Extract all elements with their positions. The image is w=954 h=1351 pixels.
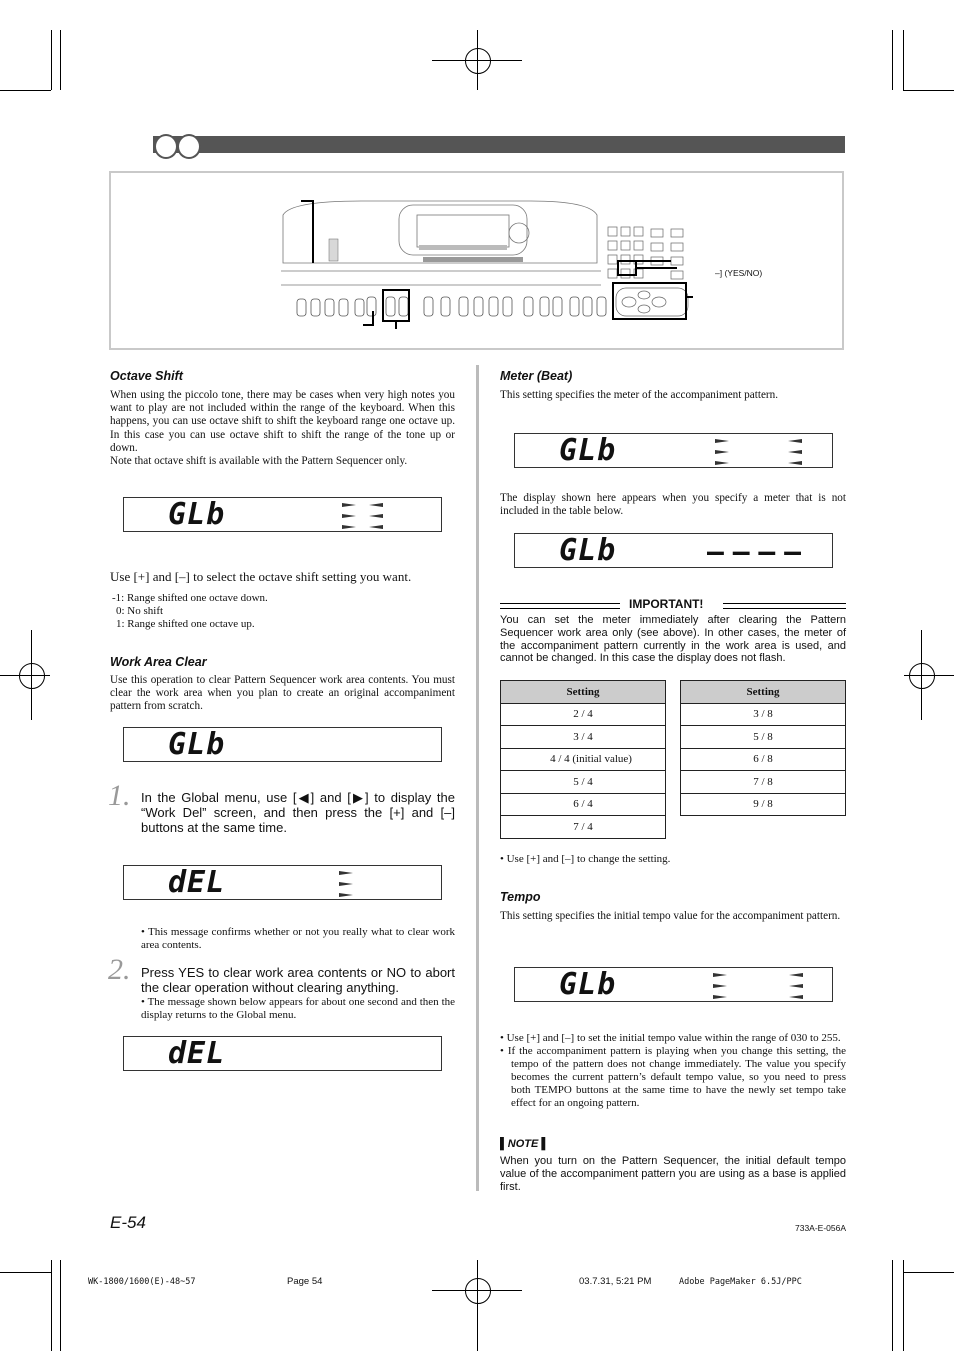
octave-shift-title: Octave Shift <box>110 369 183 383</box>
column-divider <box>476 365 479 1191</box>
octave-use-line: Use [+] and [–] to select the octave shift setting you want. <box>110 569 412 584</box>
lcd-del-confirm <box>123 1036 442 1071</box>
lcd-octave-shift <box>123 497 442 532</box>
crop-mark <box>903 1260 904 1351</box>
lcd-text: GLb <box>168 497 226 532</box>
crop-mark <box>51 30 52 90</box>
step-2-bullet: • The message shown below appears for about one second and then the display returns to the Global menu. <box>141 996 456 1021</box>
crop-mark <box>0 1272 51 1273</box>
crop-mark <box>892 30 893 90</box>
important-text: You can set the meter immediately after clearing the Pattern Sequencer work area only (see above). In other cases, the meter of the accompaniment pattern currently in the work area is used, and cannot be changed. In this case the display does not flash. <box>500 614 846 665</box>
meter-table-right <box>680 680 846 816</box>
crop-mark <box>51 1260 52 1351</box>
meter-body: This setting specifies the meter of the accompaniment pattern. <box>500 389 779 401</box>
lcd-flash-marks <box>515 968 834 1003</box>
footer-file: WK-1800/1600(E)-48~57 <box>88 1277 196 1287</box>
table-cell: 7 / 4 <box>501 816 666 839</box>
page-number: E-54 <box>110 1213 146 1232</box>
table-cell: 2 / 4 <box>501 703 666 726</box>
crop-mark <box>903 1272 954 1273</box>
footer-app: Adobe PageMaker 6.5J/PPC <box>679 1277 802 1287</box>
table-cell: 9 / 8 <box>681 793 846 816</box>
octave-option: -1: Range shifted one octave down. <box>112 592 268 604</box>
meter-body-2: The display shown here appears when you specify a meter that is not included in the table below. <box>500 492 846 518</box>
lcd-work-area <box>123 727 442 762</box>
lcd-text: dEL <box>168 1036 226 1071</box>
crop-mark <box>903 90 954 91</box>
meter-table-left <box>500 680 666 839</box>
crop-mark <box>60 1260 61 1351</box>
lcd-flash-marks <box>124 498 443 533</box>
crop-mark <box>477 1260 478 1351</box>
tempo-bullet-1: • Use [+] and [–] to set the initial tempo value within the range of 030 to 255. • If the accompaniment pattern is playing when you change this setting, the tempo of the pattern does not change immediately. The value you specify becomes the current pattern’s default tempo value, so you need to press both TEMPO buttons at the same time to have the newly set tempo take effect for an ongoing pattern. <box>500 1032 846 1109</box>
lcd-text: GLb <box>168 727 226 762</box>
step-number: 1. <box>108 779 131 812</box>
registration-mark <box>465 48 491 74</box>
header-bar <box>107 136 845 153</box>
table-cell: 3 / 8 <box>681 703 846 726</box>
step-1-bullet: • This message confirms whether or not you really what to clear work area contents. <box>141 926 455 951</box>
work-area-clear-title: Work Area Clear <box>110 655 207 669</box>
step-number: 2. <box>108 953 131 986</box>
footer-date: 03.7.31, 5:21 PM <box>579 1276 652 1287</box>
crop-mark <box>60 30 61 90</box>
doc-code: 733A-E-056A <box>795 1223 847 1233</box>
table-header: Setting <box>681 681 846 704</box>
lcd-tempo <box>514 967 833 1002</box>
lcd-text: GLb <box>559 967 617 1002</box>
crop-mark <box>0 90 51 91</box>
note-label: ▌NOTE ▌ <box>500 1138 550 1150</box>
table-cell: 5 / 4 <box>501 771 666 794</box>
lcd-text: GLb <box>559 533 617 568</box>
work-area-body: Use this operation to clear Pattern Sequencer work area contents. You must clear the work area when you plan to create an original accompaniment pattern from scratch. <box>110 674 455 713</box>
table-cell: 6 / 4 <box>501 793 666 816</box>
lcd-meter-dashes <box>514 533 833 568</box>
crop-mark <box>903 30 904 90</box>
registration-mark <box>19 663 45 689</box>
step-2-text: Press YES to clear work area contents or NO to abort the clear operation without clearing anything. <box>141 965 455 995</box>
meter-title: Meter (Beat) <box>500 369 573 383</box>
table-header: Setting <box>501 681 666 704</box>
octave-options <box>112 592 412 631</box>
yes-no-callout: –] (YES/NO) <box>715 268 763 278</box>
octave-shift-body: When using the piccolo tone, there may be cases when very high notes you want to play are not included within the range of the keyboard. When this happens, you can use octave shift to shift the keyboard range one octave up. In this case you can use octave shift to shift the range of the tone up or down. Note that octave shift is available with the Pattern Sequencer only. <box>110 389 455 468</box>
lcd-flash-marks <box>515 434 834 469</box>
lcd-text: GLb <box>559 433 617 468</box>
step-1-text: In the Global menu, use [◀] and [▶] to display the “Work Del” screen, and then press the [+] and [–] buttons at the same time. <box>141 790 455 835</box>
table-cell: 6 / 8 <box>681 748 846 771</box>
lcd-text: dEL <box>168 865 226 900</box>
table-cell: 7 / 8 <box>681 771 846 794</box>
octave-option: 1: Range shifted one octave up. <box>116 618 255 630</box>
important-rule <box>500 603 620 609</box>
keyboard-panel-drawing <box>111 173 842 348</box>
lcd-work-del <box>123 865 442 900</box>
octave-shift-note: Note that octave shift is available with the Pattern Sequencer only. <box>110 455 408 468</box>
meter-bullet: • Use [+] and [–] to change the setting. <box>500 853 671 865</box>
keyboard-illustration <box>109 171 844 350</box>
table-cell: 5 / 8 <box>681 726 846 749</box>
lcd-flash-marks <box>124 866 443 901</box>
octave-option: 0: No shift <box>116 605 164 617</box>
table-cell: 4 / 4 (initial value) <box>501 748 666 771</box>
tempo-title: Tempo <box>500 890 541 904</box>
important-rule <box>723 603 846 609</box>
footer-page: Page 54 <box>287 1276 323 1287</box>
important-label: IMPORTANT! <box>629 597 704 611</box>
tempo-note: When you turn on the Pattern Sequencer, the initial default tempo value of the accompaniment pattern you are using as a base is applied first. <box>500 1155 846 1193</box>
registration-mark <box>465 1278 491 1304</box>
lcd-meter <box>514 433 833 468</box>
lcd-dashes: – – – – <box>707 535 798 568</box>
crop-mark <box>892 1260 893 1351</box>
registration-mark <box>909 663 935 689</box>
table-cell: 3 / 4 <box>501 726 666 749</box>
tempo-body: This setting specifies the initial tempo value for the accompaniment pattern. <box>500 910 841 922</box>
